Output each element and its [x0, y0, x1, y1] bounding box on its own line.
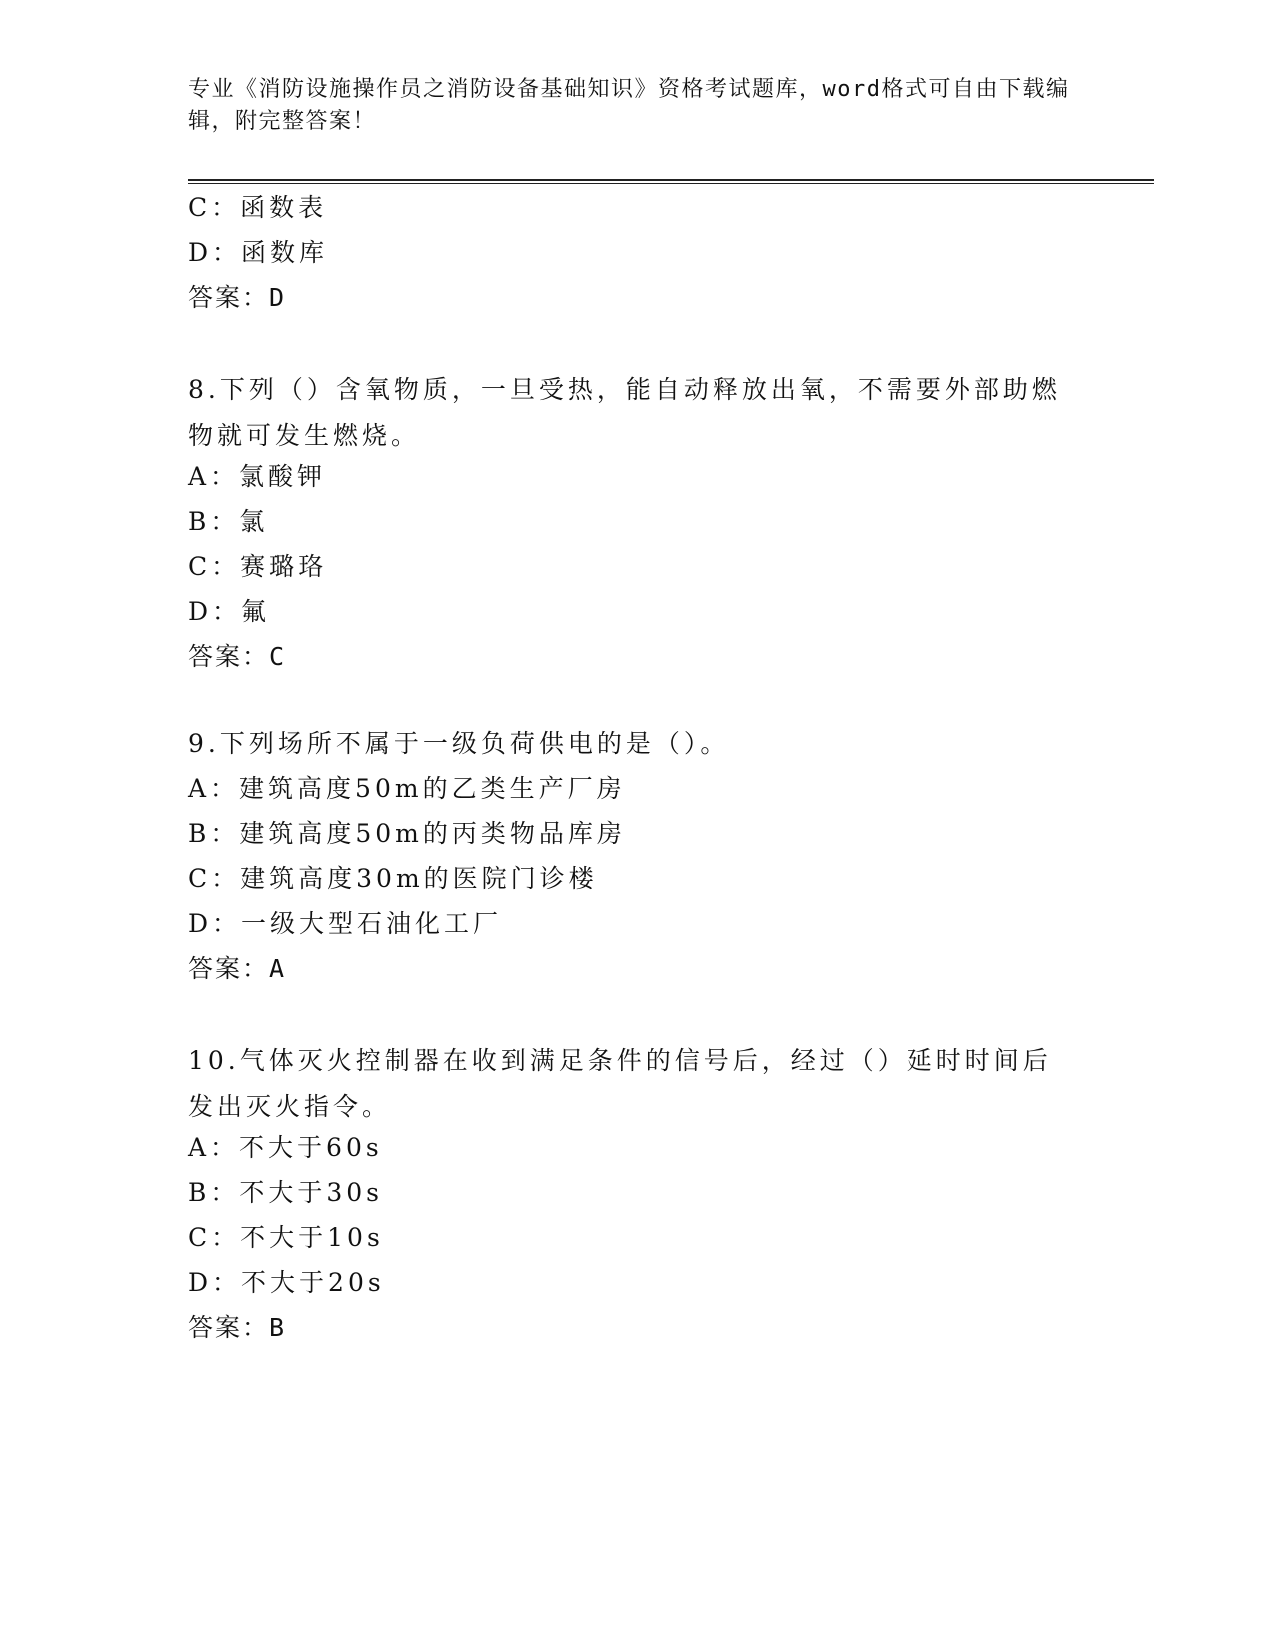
q8-option-a: A：氯酸钾	[188, 462, 327, 491]
q10-option-b: B：不大于30s	[188, 1178, 384, 1207]
q8-option-b: B：氯	[188, 507, 269, 536]
q10-question: 10.气体灭火控制器在收到满足条件的信号后，经过（）延时时间后发出灭火指令。	[188, 1046, 1052, 1121]
q9-question: 9.下列场所不属于一级负荷供电的是（）。	[188, 729, 730, 758]
q10-option-d: D：不大于20s	[188, 1268, 385, 1297]
document-header: 专业《消防设施操作员之消防设备基础知识》资格考试题库，word格式可自由下载编辑，附完整答案！	[188, 77, 1070, 134]
header-divider-thin	[188, 183, 1154, 184]
q7-option-d: D：函数库	[188, 238, 329, 267]
q9-answer: 答案：A	[188, 954, 287, 983]
q10-option-c: C：不大于10s	[188, 1223, 384, 1252]
q7-option-c: C：函数表	[188, 193, 328, 222]
q8-option-d: D：氟	[188, 597, 271, 626]
q10-option-a: A：不大于60s	[188, 1133, 383, 1162]
q9-option-d: D：一级大型石油化工厂	[188, 909, 503, 938]
q9-option-b: B：建筑高度50m的丙类物品库房	[188, 819, 626, 848]
header-divider	[188, 179, 1154, 181]
q8-option-c: C：赛璐珞	[188, 552, 328, 581]
q10-answer: 答案：B	[188, 1313, 287, 1342]
q7-answer: 答案：D	[188, 283, 287, 312]
q8-question: 8.下列（）含氧物质，一旦受热，能自动释放出氧，不需要外部助燃物就可发生燃烧。	[188, 375, 1061, 450]
q9-option-a: A：建筑高度50m的乙类生产厂房	[188, 774, 626, 803]
q9-option-c: C：建筑高度30m的医院门诊楼	[188, 864, 598, 893]
q8-answer: 答案：C	[188, 642, 287, 671]
